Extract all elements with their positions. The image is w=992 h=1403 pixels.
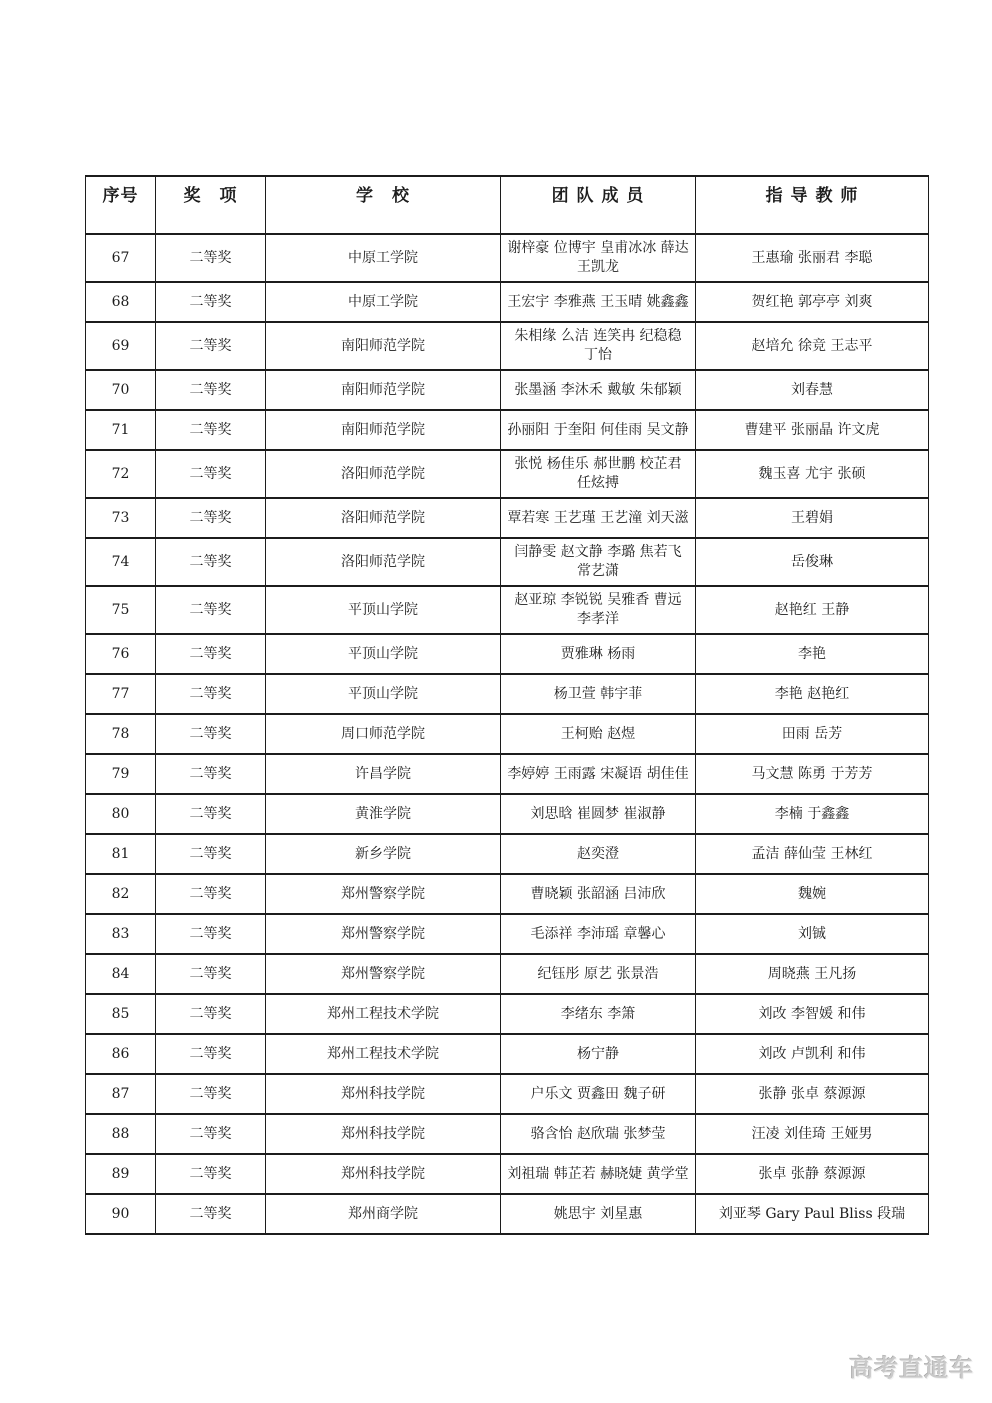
school-cell: 新乡学院 (266, 834, 501, 874)
index-cell: 79 (86, 754, 156, 794)
award-cell: 二等奖 (156, 370, 266, 410)
table-row (86, 586, 929, 634)
award-cell: 二等奖 (156, 874, 266, 914)
index-cell: 89 (86, 1154, 156, 1194)
team-cell: 姚思宇 刘星惠 (501, 1194, 696, 1234)
team-cell: 张墨涵 李沐禾 戴敏 朱郁颖 (501, 370, 696, 410)
award-cell: 二等奖 (156, 714, 266, 754)
award-cell: 二等奖 (156, 410, 266, 450)
teachers-cell: 马文慧 陈勇 于芳芳 (696, 754, 929, 794)
table-row (86, 834, 929, 874)
header-award: 奖 项 (156, 176, 266, 234)
team-cell: 毛添祥 李沛瑶 章馨心 (501, 914, 696, 954)
award-cell: 二等奖 (156, 914, 266, 954)
school-cell: 南阳师范学院 (266, 322, 501, 370)
table-row (86, 370, 929, 410)
school-cell: 郑州商学院 (266, 1194, 501, 1234)
table-row (86, 874, 929, 914)
team-cell: 孙丽阳 于奎阳 何佳雨 吴文静 (501, 410, 696, 450)
team-cell: 杨宁静 (501, 1034, 696, 1074)
team-cell: 贾雅琳 杨雨 (501, 634, 696, 674)
school-cell: 洛阳师范学院 (266, 498, 501, 538)
index-cell: 68 (86, 282, 156, 322)
team-cell: 曹晓颖 张韶涵 吕沛欣 (501, 874, 696, 914)
team-cell: 杨卫萱 韩宇菲 (501, 674, 696, 714)
index-cell: 78 (86, 714, 156, 754)
table-row (86, 1154, 929, 1194)
school-cell: 郑州科技学院 (266, 1154, 501, 1194)
teachers-cell: 刘改 卢凯利 和伟 (696, 1034, 929, 1074)
teachers-cell: 曹建平 张丽晶 许文虎 (696, 410, 929, 450)
award-cell: 二等奖 (156, 1154, 266, 1194)
table-row (86, 450, 929, 498)
table-row (86, 1194, 929, 1234)
team-cell: 骆含怡 赵欣瑞 张梦莹 (501, 1114, 696, 1154)
award-cell: 二等奖 (156, 834, 266, 874)
teachers-cell: 王惠瑜 张丽君 李聪 (696, 234, 929, 282)
table-row (86, 1114, 929, 1154)
index-cell: 74 (86, 538, 156, 586)
index-cell: 88 (86, 1114, 156, 1154)
award-cell: 二等奖 (156, 1194, 266, 1234)
school-cell: 中原工学院 (266, 282, 501, 322)
school-cell: 平顶山学院 (266, 634, 501, 674)
teachers-cell: 魏婉 (696, 874, 929, 914)
school-cell: 平顶山学院 (266, 586, 501, 634)
teachers-cell: 张卓 张静 蔡源源 (696, 1154, 929, 1194)
school-cell: 平顶山学院 (266, 674, 501, 714)
award-cell: 二等奖 (156, 450, 266, 498)
table-row (86, 794, 929, 834)
award-cell: 二等奖 (156, 1034, 266, 1074)
school-cell: 郑州警察学院 (266, 914, 501, 954)
teachers-cell: 孟洁 薛仙莹 王林红 (696, 834, 929, 874)
school-cell: 郑州警察学院 (266, 954, 501, 994)
header-row (86, 176, 929, 234)
teachers-cell: 田雨 岳芳 (696, 714, 929, 754)
award-cell: 二等奖 (156, 674, 266, 714)
table-row (86, 954, 929, 994)
teachers-cell: 李艳 赵艳红 (696, 674, 929, 714)
award-cell: 二等奖 (156, 538, 266, 586)
teachers-cell: 贺红艳 郭亭亭 刘爽 (696, 282, 929, 322)
school-cell: 郑州警察学院 (266, 874, 501, 914)
team-cell: 闫静雯 赵文静 李璐 焦若飞 常艺潇 (501, 538, 696, 586)
school-cell: 周口师范学院 (266, 714, 501, 754)
school-cell: 黄淮学院 (266, 794, 501, 834)
table-row (86, 322, 929, 370)
table-row (86, 674, 929, 714)
table-row (86, 282, 929, 322)
award-cell: 二等奖 (156, 282, 266, 322)
index-cell: 70 (86, 370, 156, 410)
school-cell: 郑州工程技术学院 (266, 994, 501, 1034)
school-cell: 中原工学院 (266, 234, 501, 282)
team-cell: 赵奕澄 (501, 834, 696, 874)
teachers-cell: 刘改 李智媛 和伟 (696, 994, 929, 1034)
school-cell: 许昌学院 (266, 754, 501, 794)
index-cell: 90 (86, 1194, 156, 1234)
teachers-cell: 刘亚琴 Gary Paul Bliss 段瑞 (696, 1194, 929, 1234)
team-cell: 谢梓豪 位博宇 皇甫冰冰 薛达 王凯龙 (501, 234, 696, 282)
teachers-cell: 周晓燕 王凡扬 (696, 954, 929, 994)
school-cell: 洛阳师范学院 (266, 450, 501, 498)
awards-table (85, 175, 929, 1235)
team-cell: 刘祖瑞 韩芷若 赫晓婕 黄学堂 (501, 1154, 696, 1194)
table-row (86, 234, 929, 282)
team-cell: 刘思晗 崔圆梦 崔淑静 (501, 794, 696, 834)
team-cell: 覃若寒 王艺瑾 王艺潼 刘天滋 (501, 498, 696, 538)
teachers-cell: 魏玉喜 尤宇 张硕 (696, 450, 929, 498)
index-cell: 85 (86, 994, 156, 1034)
team-cell: 朱相缘 么洁 连笑冉 纪稳稳 丁怡 (501, 322, 696, 370)
team-cell: 李绪东 李箫 (501, 994, 696, 1034)
header-team: 团 队 成 员 (501, 176, 696, 234)
index-cell: 73 (86, 498, 156, 538)
teachers-cell: 岳俊琳 (696, 538, 929, 586)
header-teachers: 指 导 教 师 (696, 176, 929, 234)
index-cell: 84 (86, 954, 156, 994)
teachers-cell: 王碧娟 (696, 498, 929, 538)
award-cell: 二等奖 (156, 634, 266, 674)
teachers-cell: 赵艳红 王静 (696, 586, 929, 634)
table-row (86, 754, 929, 794)
table-row (86, 1034, 929, 1074)
teachers-cell: 张静 张卓 蔡源源 (696, 1074, 929, 1114)
award-cell: 二等奖 (156, 994, 266, 1034)
table-header (86, 176, 929, 234)
team-cell: 户乐文 贾鑫田 魏子研 (501, 1074, 696, 1114)
table-row (86, 1074, 929, 1114)
team-cell: 纪钰彤 原艺 张景浩 (501, 954, 696, 994)
teachers-cell: 赵培允 徐竞 王志平 (696, 322, 929, 370)
team-cell: 赵亚琼 李锐锐 吴雅香 曹远 李孝洋 (501, 586, 696, 634)
award-cell: 二等奖 (156, 754, 266, 794)
watermark-logo: 高考直通车 (849, 1354, 974, 1382)
index-cell: 82 (86, 874, 156, 914)
team-cell: 王柯贻 赵煜 (501, 714, 696, 754)
teachers-cell: 李楠 于鑫鑫 (696, 794, 929, 834)
award-cell: 二等奖 (156, 586, 266, 634)
index-cell: 71 (86, 410, 156, 450)
award-cell: 二等奖 (156, 954, 266, 994)
school-cell: 郑州工程技术学院 (266, 1034, 501, 1074)
team-cell: 张悦 杨佳乐 郝世鹏 校芷君 任炫搏 (501, 450, 696, 498)
school-cell: 郑州科技学院 (266, 1114, 501, 1154)
index-cell: 77 (86, 674, 156, 714)
school-cell: 洛阳师范学院 (266, 538, 501, 586)
index-cell: 83 (86, 914, 156, 954)
index-cell: 80 (86, 794, 156, 834)
table-body (86, 234, 929, 1234)
header-school: 学 校 (266, 176, 501, 234)
index-cell: 81 (86, 834, 156, 874)
index-cell: 87 (86, 1074, 156, 1114)
award-cell: 二等奖 (156, 794, 266, 834)
teachers-cell: 刘春慧 (696, 370, 929, 410)
teachers-cell: 李艳 (696, 634, 929, 674)
table-row (86, 410, 929, 450)
team-cell: 王宏宇 李雅燕 王玉晴 姚鑫鑫 (501, 282, 696, 322)
school-cell: 郑州科技学院 (266, 1074, 501, 1114)
header-index: 序号 (86, 176, 156, 234)
index-cell: 72 (86, 450, 156, 498)
award-cell: 二等奖 (156, 498, 266, 538)
index-cell: 76 (86, 634, 156, 674)
table-row (86, 538, 929, 586)
award-cell: 二等奖 (156, 234, 266, 282)
table-row (86, 994, 929, 1034)
school-cell: 南阳师范学院 (266, 370, 501, 410)
index-cell: 86 (86, 1034, 156, 1074)
award-cell: 二等奖 (156, 1114, 266, 1154)
team-cell: 李婷婷 王雨露 宋凝语 胡佳佳 (501, 754, 696, 794)
index-cell: 69 (86, 322, 156, 370)
index-cell: 75 (86, 586, 156, 634)
teachers-cell: 汪凌 刘佳琦 王娅男 (696, 1114, 929, 1154)
award-cell: 二等奖 (156, 1074, 266, 1114)
table-row (86, 914, 929, 954)
table-row (86, 714, 929, 754)
table-row (86, 634, 929, 674)
award-cell: 二等奖 (156, 322, 266, 370)
school-cell: 南阳师范学院 (266, 410, 501, 450)
table-row (86, 498, 929, 538)
teachers-cell: 刘铖 (696, 914, 929, 954)
index-cell: 67 (86, 234, 156, 282)
